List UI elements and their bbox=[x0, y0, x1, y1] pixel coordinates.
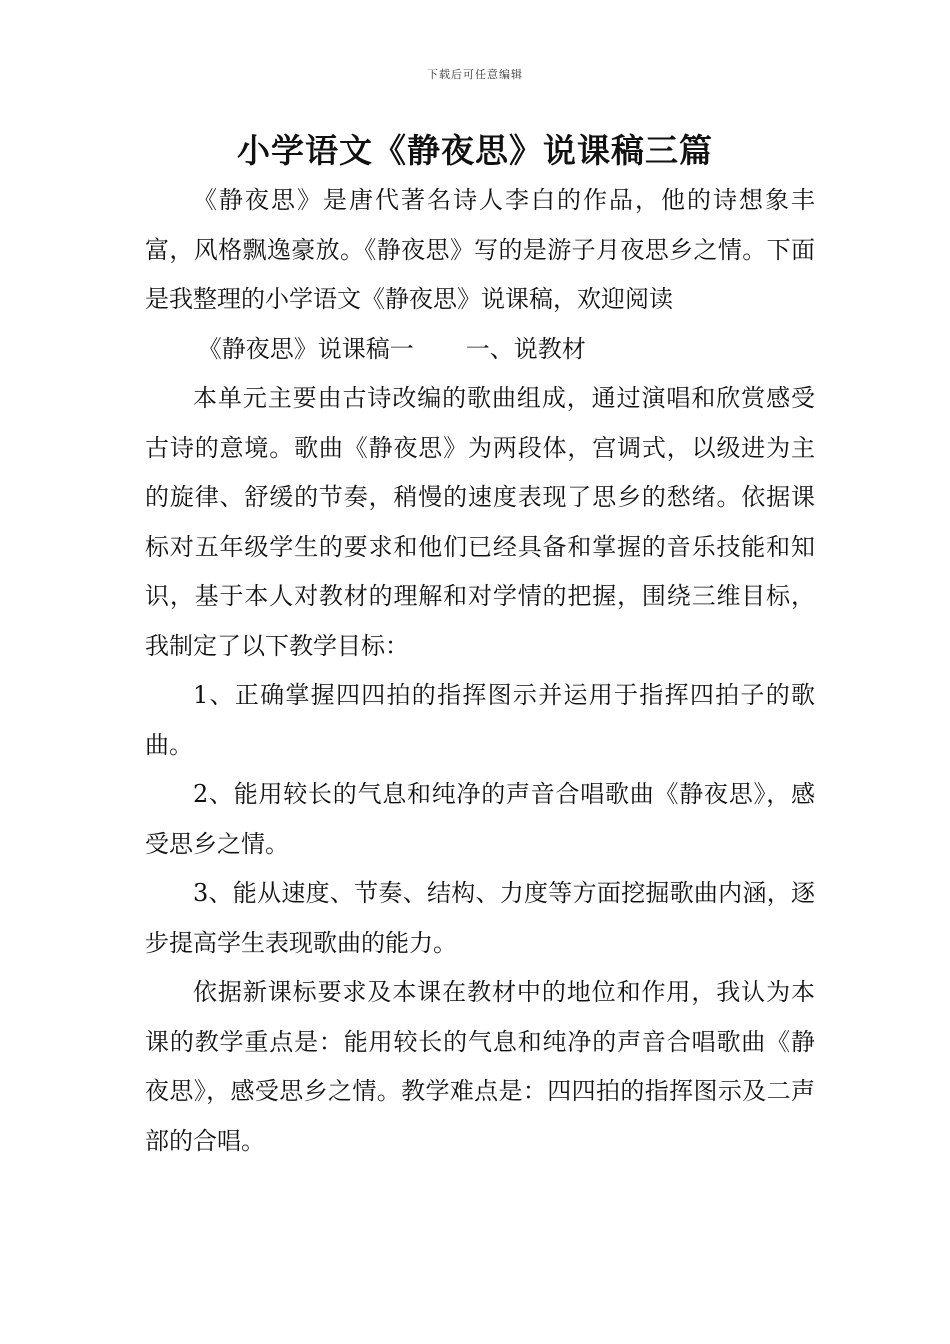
paragraph-key-points: 依据新课标要求及本课在教材中的地位和作用，我认为本课的教学重点是：能用较长的气息和纯净的声音合唱歌曲《静夜思》，感受思乡之情。教学难点是：四四拍的指挥图示及二声部的合唱。 bbox=[145, 978, 815, 1155]
section-heading bbox=[145, 325, 815, 375]
paragraph-teaching-material: 本单元主要由古诗改编的歌曲组成，通过演唱和欣赏感受古诗的意境。歌曲《静夜思》为两段体，宫调式，以级进为主的旋律、舒缓的节奏，稍慢的速度表现了思乡的愁绪。依据课标对五年级学生的要求和他们已经具备和掌握的音乐技能和知识，基于本人对教材的理解和对学情的把握，围绕三维目标，我制定了以下教学目标： bbox=[145, 384, 815, 660]
paragraph-goal-3: 3、能从速度、节奏、结构、力度等方面挖掘歌曲内涵，逐步提高学生表现歌曲的能力。 bbox=[145, 879, 815, 957]
page-title: 小学语文《静夜思》说课稿三篇 bbox=[237, 131, 713, 170]
paragraph-goal-1: 1、正确掌握四四拍的指挥图示并运用于指挥四拍子的歌曲。 bbox=[145, 681, 815, 759]
header-note: 下载后可任意编辑 bbox=[427, 68, 523, 81]
intro-paragraph: 《静夜思》是唐代著名诗人李白的作品，他的诗想象丰富，风格飘逸豪放。《静夜思》写的是游子月夜思乡之情。下面是我整理的小学语文《静夜思》说课稿，欢迎阅读 bbox=[145, 186, 815, 313]
paragraph-goal-2: 2、能用较长的气息和纯净的声音合唱歌曲《静夜思》，感受思乡之情。 bbox=[145, 780, 815, 858]
document-body bbox=[145, 176, 815, 1166]
section-heading-subtitle: 一、说教材 bbox=[465, 334, 586, 363]
section-heading-title: 《静夜思》说课稿一 bbox=[197, 334, 414, 363]
